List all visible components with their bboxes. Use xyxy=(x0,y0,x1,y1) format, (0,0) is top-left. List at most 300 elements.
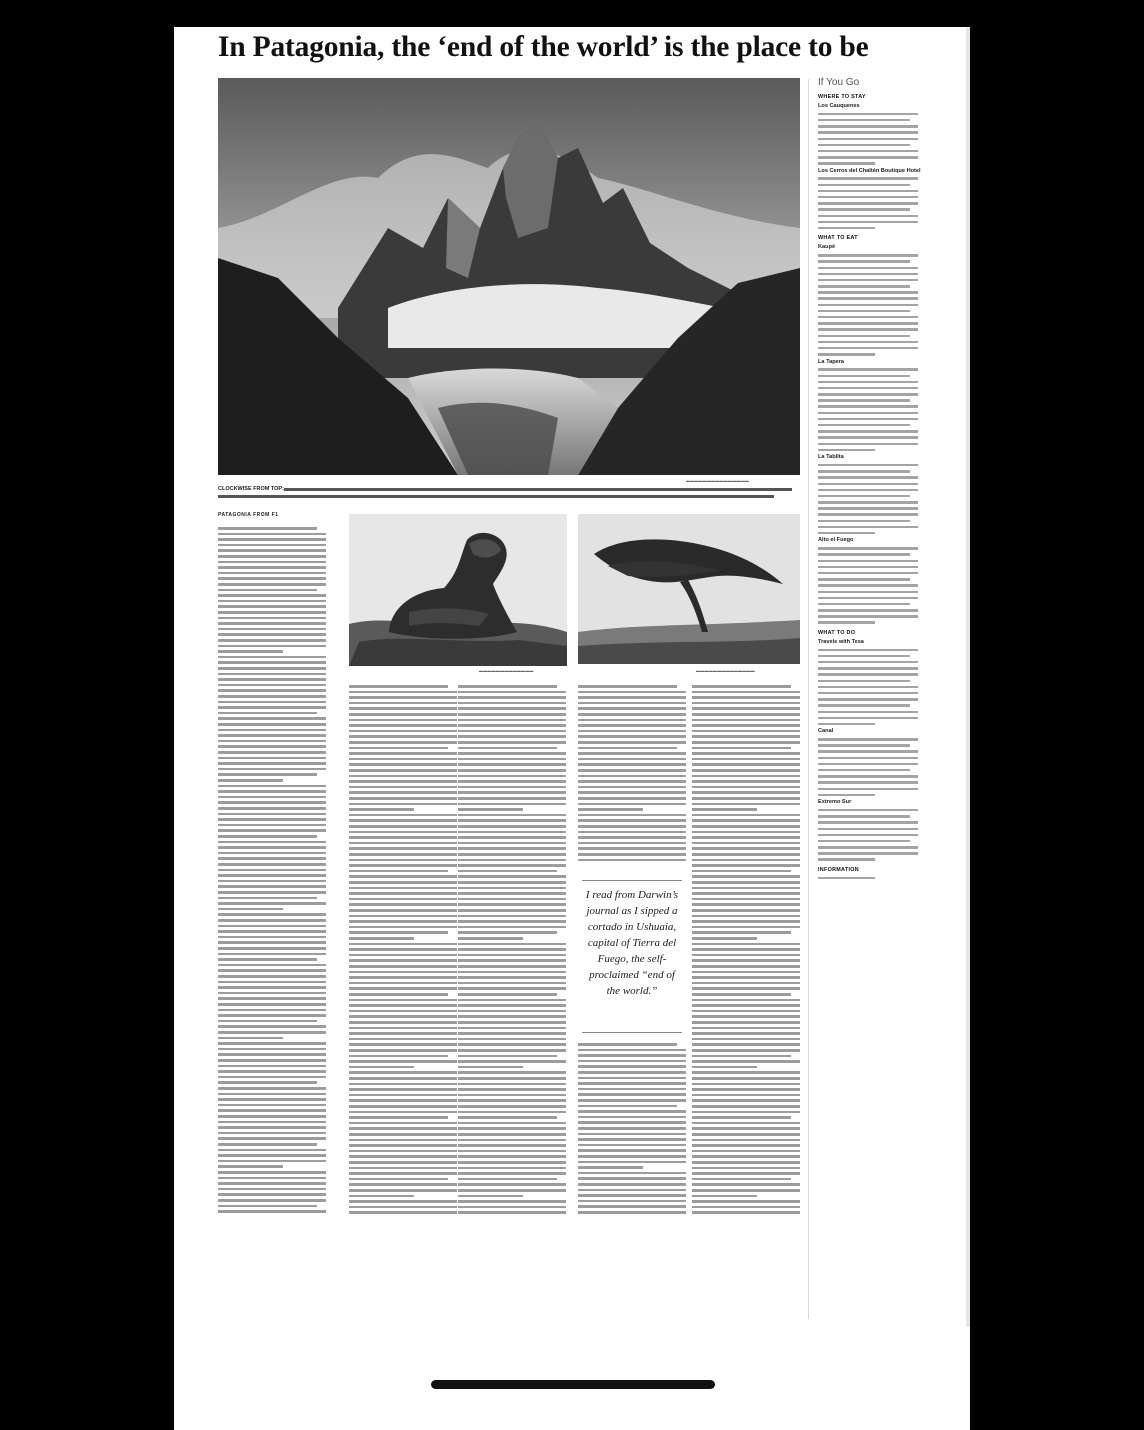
text-line xyxy=(218,880,326,883)
text-line xyxy=(578,1166,643,1169)
text-line xyxy=(818,649,918,651)
text-line xyxy=(578,1121,686,1124)
text-line xyxy=(218,1059,326,1062)
text-line xyxy=(578,1205,686,1208)
text-line xyxy=(218,930,326,933)
text-line xyxy=(218,824,326,827)
sidebar-entry-details xyxy=(818,464,922,534)
text-line xyxy=(458,1071,566,1074)
text-line xyxy=(349,825,457,828)
text-line xyxy=(818,273,918,275)
text-line xyxy=(692,797,800,800)
text-line xyxy=(818,464,918,466)
text-line xyxy=(458,1200,566,1203)
text-line xyxy=(458,758,566,761)
text-line xyxy=(818,310,910,312)
text-line xyxy=(578,842,686,845)
text-line xyxy=(578,735,686,738)
text-line xyxy=(349,892,457,895)
text-line xyxy=(692,903,800,906)
text-line xyxy=(218,807,326,810)
text-line xyxy=(458,1021,566,1024)
text-line xyxy=(578,1082,686,1085)
text-line xyxy=(349,1060,457,1063)
text-line xyxy=(818,316,918,318)
text-line xyxy=(578,696,686,699)
text-line xyxy=(458,1111,566,1114)
text-line xyxy=(218,1109,326,1112)
text-line xyxy=(692,831,800,834)
pull-quote-rule xyxy=(582,880,682,881)
text-line xyxy=(458,691,566,694)
text-line xyxy=(218,572,326,575)
text-line xyxy=(218,533,326,536)
text-line xyxy=(692,1195,757,1198)
text-line xyxy=(578,803,686,806)
text-line xyxy=(818,507,918,509)
text-line xyxy=(692,954,800,957)
text-line xyxy=(458,747,557,750)
text-line xyxy=(218,941,326,944)
text-line xyxy=(692,702,800,705)
text-line xyxy=(349,691,457,694)
text-line xyxy=(458,926,566,929)
text-line xyxy=(578,1065,686,1068)
text-line xyxy=(349,791,457,794)
text-line xyxy=(218,1210,326,1213)
text-line xyxy=(692,892,800,895)
text-line xyxy=(578,1054,686,1057)
text-line xyxy=(218,829,326,832)
text-line xyxy=(692,707,800,710)
text-line xyxy=(818,418,918,420)
text-line xyxy=(349,1178,448,1181)
text-line xyxy=(818,424,910,426)
text-line xyxy=(818,781,918,783)
text-line xyxy=(349,780,457,783)
text-line xyxy=(458,707,566,710)
text-line xyxy=(458,1144,566,1147)
text-line xyxy=(218,975,326,978)
text-line xyxy=(218,936,326,939)
text-line xyxy=(349,982,457,985)
text-line xyxy=(458,1105,566,1108)
text-line xyxy=(349,1094,457,1097)
text-line xyxy=(218,964,326,967)
text-line xyxy=(692,1111,800,1114)
text-line xyxy=(458,920,566,923)
text-line xyxy=(578,1093,686,1096)
text-line xyxy=(692,943,800,946)
text-line xyxy=(458,702,566,705)
text-line xyxy=(349,1055,448,1058)
text-line xyxy=(218,1177,326,1180)
text-line xyxy=(818,368,918,370)
text-line xyxy=(692,1060,800,1063)
text-line xyxy=(692,1066,757,1069)
text-line xyxy=(578,1099,686,1102)
text-line xyxy=(349,819,457,822)
text-line xyxy=(218,650,283,653)
text-line xyxy=(349,696,457,699)
text-line xyxy=(578,719,686,722)
text-line xyxy=(349,769,457,772)
text-line xyxy=(458,769,566,772)
text-line xyxy=(818,125,918,127)
text-line xyxy=(349,948,457,951)
sidebar-entry xyxy=(818,103,922,165)
text-line xyxy=(218,1087,326,1090)
text-line xyxy=(218,549,326,552)
text-line xyxy=(578,685,677,688)
text-line xyxy=(218,656,326,659)
text-line xyxy=(692,1116,791,1119)
text-line xyxy=(218,1025,326,1028)
text-line xyxy=(818,704,910,706)
text-line xyxy=(818,267,918,269)
wind-bent-tree-photo xyxy=(578,514,800,664)
mountain-photo xyxy=(218,78,800,475)
text-line xyxy=(458,982,566,985)
text-line xyxy=(818,335,910,337)
text-line xyxy=(578,1144,686,1147)
text-line xyxy=(458,931,557,934)
text-line xyxy=(349,1155,457,1158)
text-line xyxy=(218,813,326,816)
text-line xyxy=(818,393,918,395)
if-you-go-sidebar xyxy=(818,77,922,879)
text-line xyxy=(349,1021,457,1024)
text-line xyxy=(578,1110,686,1113)
text-line xyxy=(458,1099,566,1102)
text-line xyxy=(818,584,918,586)
text-line xyxy=(349,719,457,722)
text-line xyxy=(692,1105,800,1108)
text-line xyxy=(818,560,918,562)
text-line xyxy=(349,707,457,710)
text-line xyxy=(458,1122,566,1125)
sidebar-entry-details xyxy=(818,649,922,726)
text-line xyxy=(818,821,918,823)
text-line xyxy=(578,1200,686,1203)
text-line xyxy=(349,747,448,750)
text-line xyxy=(218,992,326,995)
sidebar-entry xyxy=(818,244,922,355)
text-line xyxy=(218,773,317,776)
text-line xyxy=(218,561,326,564)
text-line xyxy=(349,775,457,778)
text-line xyxy=(818,738,918,740)
text-line xyxy=(349,1043,457,1046)
text-line xyxy=(818,520,910,522)
text-line xyxy=(578,814,686,817)
text-line xyxy=(692,875,800,878)
text-line xyxy=(458,1015,566,1018)
text-line xyxy=(818,190,918,192)
text-line xyxy=(818,341,918,343)
text-line xyxy=(349,898,457,901)
text-line xyxy=(218,869,326,872)
text-line xyxy=(458,948,566,951)
text-line xyxy=(578,702,686,705)
text-line xyxy=(458,1133,566,1136)
text-line xyxy=(349,931,448,934)
text-line xyxy=(218,589,317,592)
text-line xyxy=(218,1137,326,1140)
text-line xyxy=(692,842,800,845)
text-line xyxy=(818,858,875,860)
text-line xyxy=(578,1077,686,1080)
article-column-3 xyxy=(458,685,566,1217)
text-line xyxy=(349,803,457,806)
text-line xyxy=(692,870,791,873)
text-line xyxy=(349,1133,457,1136)
text-line xyxy=(578,797,686,800)
text-line xyxy=(692,965,800,968)
text-line xyxy=(218,706,326,709)
photo-credit: ▬▬▬▬▬▬▬▬▬▬▬▬▬▬▬ xyxy=(686,478,749,483)
text-line xyxy=(692,1211,800,1214)
text-line xyxy=(578,1177,686,1180)
text-line xyxy=(692,1099,800,1102)
text-line xyxy=(578,763,686,766)
text-line xyxy=(349,1122,457,1125)
text-line xyxy=(818,526,918,528)
sea-lion-photo xyxy=(349,514,567,666)
text-line xyxy=(578,819,686,822)
text-line xyxy=(458,825,566,828)
text-line xyxy=(218,583,326,586)
text-line xyxy=(218,1154,326,1157)
text-line xyxy=(218,622,326,625)
text-line xyxy=(818,578,910,580)
text-line xyxy=(818,405,918,407)
text-line xyxy=(218,734,326,737)
text-line xyxy=(692,971,800,974)
text-line xyxy=(818,661,918,663)
text-line xyxy=(818,285,910,287)
text-line xyxy=(692,808,757,811)
text-line xyxy=(818,711,918,713)
text-line xyxy=(692,1206,800,1209)
text-line xyxy=(218,1115,326,1118)
text-line xyxy=(818,788,918,790)
text-line xyxy=(458,1010,566,1013)
sidebar-entry-details xyxy=(818,738,922,796)
text-line xyxy=(218,796,326,799)
text-line xyxy=(218,639,326,642)
sidebar-entry-details xyxy=(818,547,922,624)
pull-quote: I read from Darwin’s journal as I sipped a cortado in Ushuaia, capital of Tierra del Fuego, the self-proclaimed “end of the world.” xyxy=(585,889,679,997)
text-line xyxy=(218,997,326,1000)
text-line xyxy=(218,544,326,547)
text-line xyxy=(218,1003,326,1006)
text-line xyxy=(458,1094,566,1097)
text-line xyxy=(818,877,875,879)
text-line xyxy=(218,594,326,597)
text-line xyxy=(818,609,918,611)
text-line xyxy=(578,1071,686,1074)
text-line xyxy=(349,903,457,906)
text-line xyxy=(458,1083,566,1086)
text-line xyxy=(349,1161,457,1164)
text-line xyxy=(458,881,566,884)
text-line xyxy=(218,673,326,676)
sidebar-entry-name: La Tapera xyxy=(818,358,845,365)
text-line xyxy=(458,987,566,990)
text-line xyxy=(218,717,326,720)
sidebar-entry-details xyxy=(818,177,922,229)
text-line xyxy=(458,1139,566,1142)
text-line xyxy=(218,577,326,580)
text-line xyxy=(458,724,566,727)
text-line xyxy=(578,1043,677,1046)
text-line xyxy=(818,227,875,229)
text-line xyxy=(458,775,566,778)
text-line xyxy=(578,1189,686,1192)
text-line xyxy=(692,691,800,694)
text-line xyxy=(458,1195,523,1198)
text-line xyxy=(692,898,800,901)
text-line xyxy=(458,937,523,940)
text-line xyxy=(818,381,918,383)
text-line xyxy=(218,678,326,681)
text-line xyxy=(692,1122,800,1125)
caption-text-line xyxy=(284,488,792,491)
text-line xyxy=(458,1066,523,1069)
text-line xyxy=(578,707,686,710)
text-line xyxy=(692,758,800,761)
text-line xyxy=(349,1183,457,1186)
text-line xyxy=(349,915,457,918)
text-line xyxy=(692,1189,800,1192)
text-line xyxy=(578,1155,686,1158)
text-line xyxy=(218,947,326,950)
text-line xyxy=(349,1049,457,1052)
text-line xyxy=(692,1088,800,1091)
text-line xyxy=(818,483,918,485)
text-line xyxy=(692,1155,800,1158)
text-line xyxy=(349,752,457,755)
text-line xyxy=(692,1167,800,1170)
text-line xyxy=(349,702,457,705)
text-line xyxy=(218,1121,326,1124)
text-line xyxy=(818,775,918,777)
text-line xyxy=(818,686,918,688)
text-line xyxy=(349,1116,448,1119)
text-line xyxy=(218,1081,317,1084)
text-line xyxy=(458,1038,566,1041)
text-line xyxy=(349,987,457,990)
text-line xyxy=(458,1088,566,1091)
text-line xyxy=(218,885,326,888)
text-line xyxy=(349,842,457,845)
text-line xyxy=(349,920,457,923)
text-line xyxy=(349,999,457,1002)
text-line xyxy=(692,814,800,817)
sidebar-entry-name: La Tablita xyxy=(818,454,844,461)
text-line xyxy=(692,847,800,850)
text-line xyxy=(349,814,457,817)
text-line xyxy=(458,814,566,817)
text-line xyxy=(818,603,910,605)
text-line xyxy=(692,1083,800,1086)
text-line xyxy=(692,1133,800,1136)
text-line xyxy=(578,1138,686,1141)
text-line xyxy=(458,859,566,862)
text-line xyxy=(578,786,686,789)
text-line xyxy=(218,874,326,877)
text-line xyxy=(349,954,457,957)
text-line xyxy=(218,1014,326,1017)
text-line xyxy=(349,859,457,862)
text-line xyxy=(218,908,283,911)
text-line xyxy=(458,803,566,806)
text-line xyxy=(349,847,457,850)
text-line xyxy=(818,763,918,765)
text-line xyxy=(818,138,918,140)
text-line xyxy=(818,840,910,842)
text-line xyxy=(818,809,918,811)
text-line xyxy=(692,926,800,929)
text-line xyxy=(818,215,918,217)
text-line xyxy=(818,387,918,389)
text-line xyxy=(349,926,457,929)
text-line xyxy=(218,1160,326,1163)
text-line xyxy=(349,831,457,834)
text-line xyxy=(458,959,566,962)
caption-text-line xyxy=(218,495,774,498)
text-line xyxy=(458,808,523,811)
page-edge xyxy=(966,27,970,1327)
text-line xyxy=(818,553,910,555)
sidebar-entry-details xyxy=(818,113,922,165)
text-line xyxy=(578,769,686,772)
sidebar-entry-name: Los Cauquenes xyxy=(818,103,860,109)
photo-credit: ▬▬▬▬▬▬▬▬▬▬▬▬▬▬ xyxy=(696,668,755,673)
text-line xyxy=(458,1060,566,1063)
sidebar-entry xyxy=(818,639,922,725)
text-line xyxy=(458,892,566,895)
text-line xyxy=(458,898,566,901)
sidebar-section-heading: WHAT TO EAT xyxy=(818,235,858,242)
text-line xyxy=(218,1048,326,1051)
text-line xyxy=(818,572,918,574)
sidebar-entry-details xyxy=(818,254,922,355)
sidebar-entry-details xyxy=(818,368,922,451)
text-line xyxy=(818,723,875,725)
text-line xyxy=(818,208,910,210)
text-line xyxy=(692,999,800,1002)
text-line xyxy=(578,1088,686,1091)
text-line xyxy=(458,1183,566,1186)
text-line xyxy=(458,1004,566,1007)
text-line xyxy=(458,719,566,722)
text-line xyxy=(818,375,910,377)
newspaper-page xyxy=(174,27,970,1327)
photo-caption xyxy=(218,486,800,504)
text-line xyxy=(218,684,326,687)
text-line xyxy=(458,1116,557,1119)
text-line xyxy=(578,1149,686,1152)
text-line xyxy=(458,943,566,946)
text-line xyxy=(458,853,566,856)
text-line xyxy=(818,566,918,568)
text-line xyxy=(578,825,686,828)
sidebar-entry-name: Los Cerros del Chaltén Boutique Hotel xyxy=(818,167,921,174)
text-line xyxy=(458,763,566,766)
text-line xyxy=(692,786,800,789)
